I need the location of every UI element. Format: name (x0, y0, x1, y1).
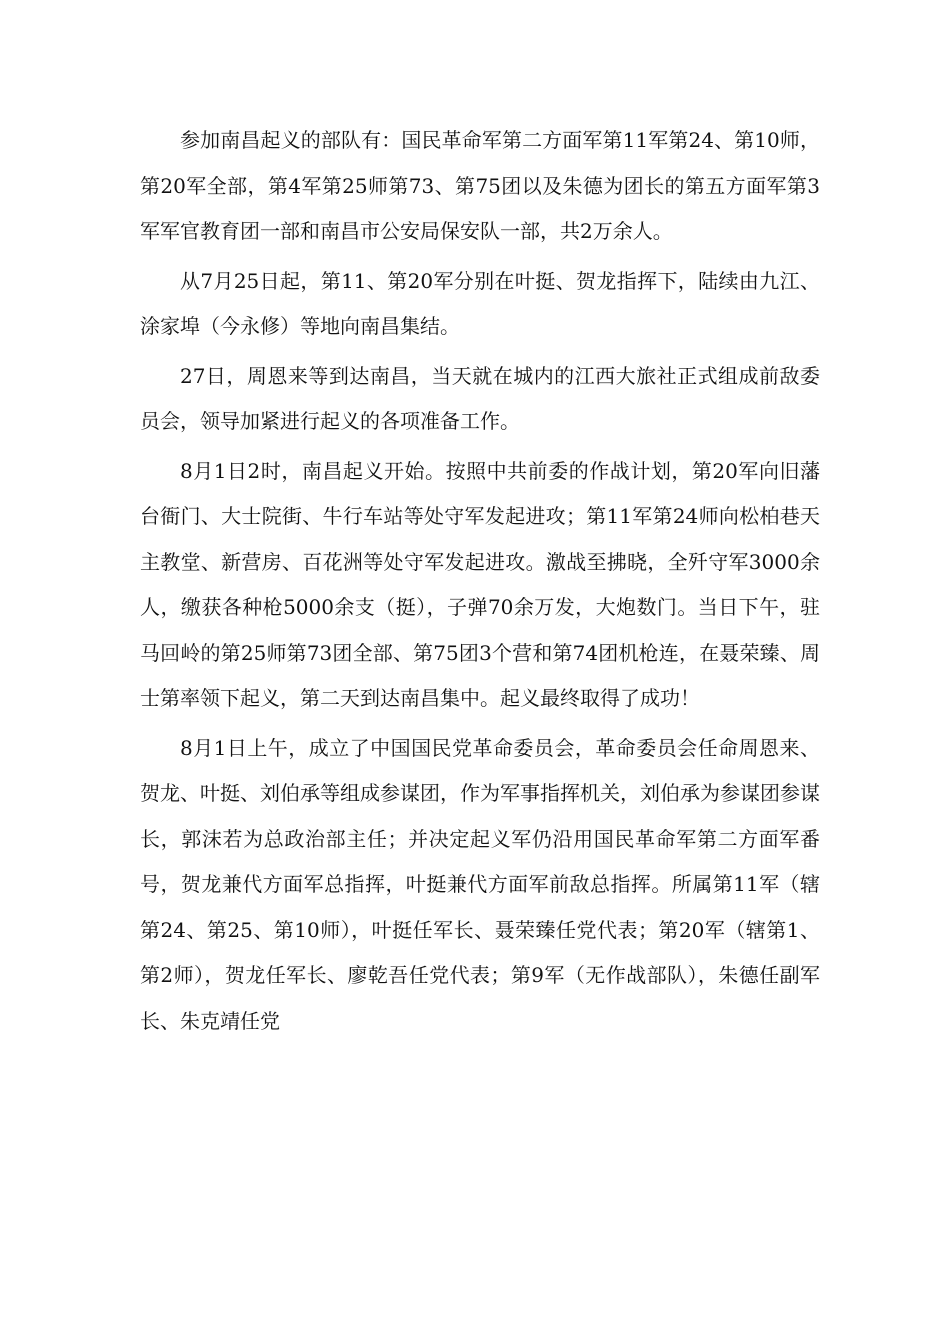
paragraph-3: 27日，周恩来等到达南昌，当天就在城内的江西大旅社正式组成前敌委员会，领导加紧进行起义的各项准备工作。 (140, 363, 820, 433)
paragraph-4: 8月1日2时，南昌起义开始。按照中共前委的作战计划，第20军向旧藩台衙门、大士院街、牛行车站等处守军发起进攻；第11军第24师向松柏巷天主教堂、新营房、百花洲等处守军发起进攻。激战至拂晓，全歼守军3000余人，缴获各种枪5000余支（挺），子弹70余万发，大炮数门。当日下午，驻马回岭的第25师第73团全部、第75团3个营和第74团机枪连，在聂荣臻、周士第率领下起义，第二天到达南昌集中。起义最终取得了成功！ (140, 458, 820, 710)
paragraph-1: 参加南昌起义的部队有：国民革命军第二方面军第11军第24、第10师，第20军全部，第4军第25师第73、第75团以及朱德为团长的第五方面军第3军军官教育团一部和南昌市公安局保安队一部，共2万余人。 (140, 128, 820, 243)
document-body (140, 118, 820, 1048)
paragraph-5: 8月1日上午，成立了中国国民党革命委员会，革命委员会任命周恩来、贺龙、叶挺、刘伯承等组成参谋团，作为军事指挥机关，刘伯承为参谋团参谋长，郭沫若为总政治部主任；并决定起义军仍沿用国民革命军第二方面军番号，贺龙兼代方面军总指挥，叶挺兼代方面军前敌总指挥。所属第11军（辖第24、第25、第10师），叶挺任军长、聂荣臻任党代表；第20军（辖第1、第2师），贺龙任军长、廖乾吾任党代表；第9军（无作战部队），朱德任副军长、朱克靖任党 (140, 735, 820, 1033)
paragraph-2: 从7月25日起，第11、第20军分别在叶挺、贺龙指挥下，陆续由九江、涂家埠（今永修）等地向南昌集结。 (140, 268, 820, 338)
